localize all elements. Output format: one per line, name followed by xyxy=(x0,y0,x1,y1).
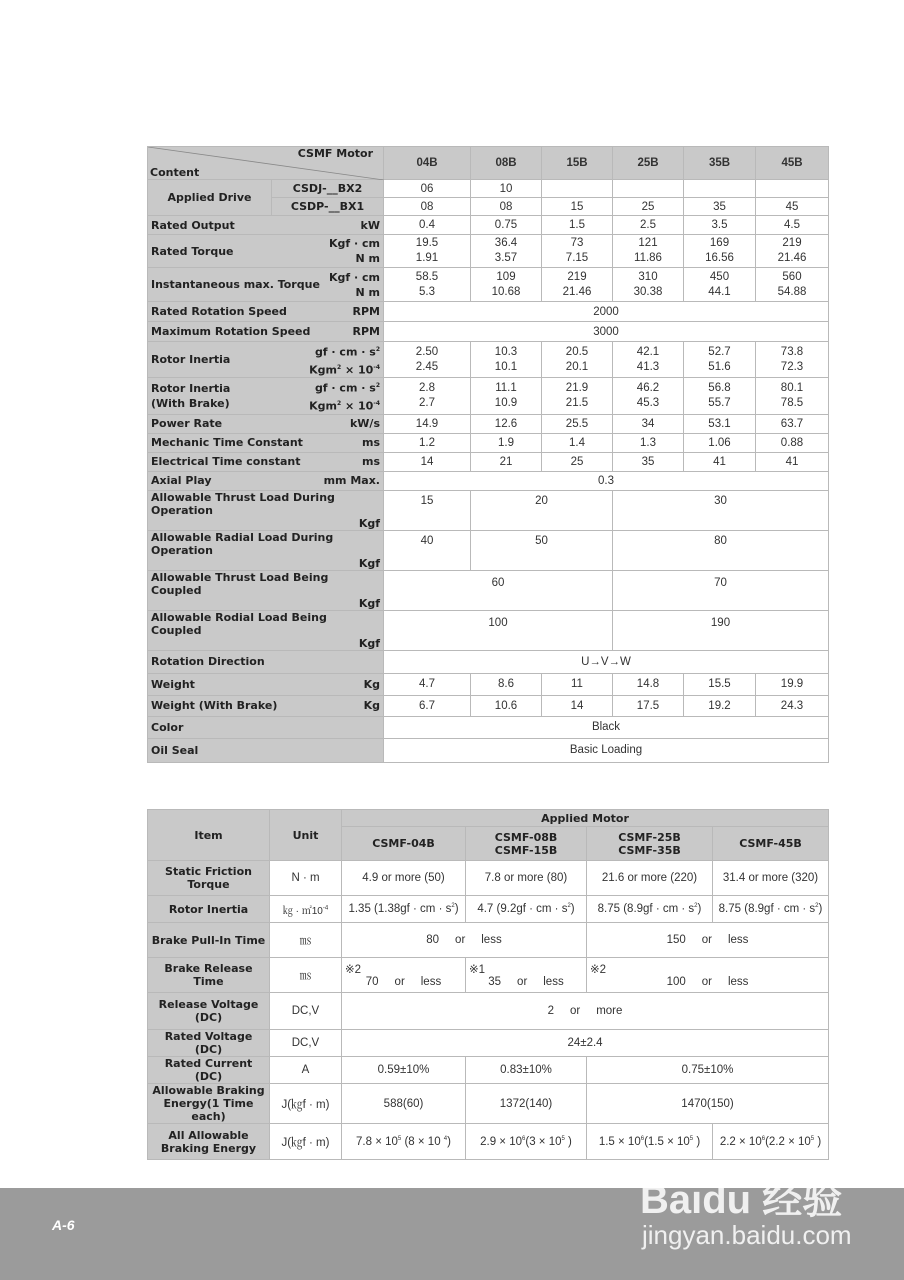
braking-energy-label: Allowable Braking Energy(1 Time each) xyxy=(148,1084,270,1124)
model-header: 35B xyxy=(684,147,756,180)
model-header: 45B xyxy=(756,147,829,180)
spec-cell: 25 xyxy=(613,198,684,216)
spec-cell: 3.5 xyxy=(684,216,756,235)
spec-cell: 80.1 xyxy=(780,381,804,394)
spec-cell: 10.3 xyxy=(494,345,518,358)
mech-time-label: Mechanic Time Constant xyxy=(151,436,303,450)
baidu-watermark: Baidu 经验 xyxy=(640,1178,843,1222)
spec-cell: 41 xyxy=(684,452,756,471)
thrust-op-label: Allowable Thrust Load During Operation xyxy=(151,490,335,517)
note-mark: ※2 xyxy=(345,964,362,976)
spec-cell: 41 xyxy=(756,452,829,471)
spec-cell: 10.68 xyxy=(491,285,521,298)
brake-cell: 8.75 (8.9gf · cm · s xyxy=(597,903,695,915)
release-voltage-label: Release Voltage (DC) xyxy=(148,993,270,1030)
header-diagonal-cell xyxy=(148,147,384,180)
rated-voltage-label: Rated Voltage (DC) xyxy=(148,1030,270,1057)
spec-cell: 2.45 xyxy=(415,360,439,373)
spec-cell: 60 xyxy=(384,570,613,610)
spec-cell: 0.75 xyxy=(471,216,542,235)
inst-torque-unit1: Kgf · cm xyxy=(328,270,380,284)
spec-cell: 36.4 xyxy=(494,237,518,249)
brake-spec-table: Item Unit Applied Motor CSMF-04B CSMF-08B CSMF-15B CSMF-25B CSMF-35B CSMF-45B Static Friction Torque N · m 4.9 or more (50) 7.8 or more (80) 21.6 or more (220) 31.4 or more (320) Rotor Inertia ㎏ · $㎡10^{-4}$ 1.35 (1.38gf · cm · $s^2$) 4.7 (9.2gf · cm · $s^2$) 8.75 (8.9gf · cm · $s^2$) 8.75 (8.9gf · cm · $s^2$) Brake Pull-In Time ㎳ 80 or less 150 or less Brake Release Time ㎳ ※2 70 or less ※1 35 or less ※2 100 or less Release Voltage (DC) DC,V 2 or more Rated Voltage (DC) DC,V 24±2.4 Rated Current (DC) A 0.59±10% 0.83±10% 0.75±10% Allowable Braking Energy(1 Time each) J(㎏f · m) 588(60) 1372(140) 1470(150) All Allowable Braking Energy J(㎏f · m) $7.8 \times 10^5$ (8 × 10 $^4$) $2.9 \times 10^6(3 \times 10^5$ ) $1.5 \times 10^6(1.5 \times 10^5$ ) $2.2 \times 10^6(2.2 \times 10^5$ ) xyxy=(147,809,829,1160)
spec-cell: 0.4 xyxy=(384,216,471,235)
spec-cell: 45.3 xyxy=(636,396,660,409)
axial-play-unit: mm Max. xyxy=(323,474,380,488)
spec-cell: 3.57 xyxy=(494,252,518,264)
spec-cell: 11.86 xyxy=(634,252,662,264)
spec-cell: 24.3 xyxy=(756,695,829,716)
brake-cell: 0.75±10% xyxy=(587,1057,829,1084)
spec-cell: 11.1 xyxy=(495,381,517,394)
spec-cell: 14 xyxy=(384,452,471,471)
weight-label: Weight xyxy=(151,677,195,691)
max-speed-label: Maximum Rotation Speed xyxy=(151,325,311,338)
brake-cell: 0.59±10% xyxy=(342,1057,466,1084)
thrust-cp-label: Allowable Thrust Load Being Coupled xyxy=(151,570,329,597)
rated-torque-label: Rated Torque xyxy=(151,244,234,258)
spec-cell: 46.2 xyxy=(636,381,660,394)
spec-cell: 15 xyxy=(384,490,471,530)
motor-header: CSMF-45B xyxy=(713,827,829,861)
motor-header: CSMF-04B xyxy=(342,827,466,861)
spec-cell: 15 xyxy=(542,198,613,216)
spec-cell: 78.5 xyxy=(780,396,804,409)
release-label: Brake Release Time xyxy=(148,958,270,993)
brake-cell: 35 or less xyxy=(488,976,564,988)
spec-cell: 1.9 xyxy=(471,433,542,452)
rated-speed-value: 2000 xyxy=(384,302,829,322)
spec-cell: 72.3 xyxy=(780,360,804,373)
spec-cell: 25.5 xyxy=(542,414,613,433)
spec-cell: 63.7 xyxy=(756,414,829,433)
spec-cell xyxy=(613,180,684,198)
spec-cell: 2.8 xyxy=(419,381,435,394)
spec-cell: 70 xyxy=(613,570,829,610)
weight-brake-unit: Kg xyxy=(363,699,380,713)
brake-cell: 4.7 (9.2gf · cm · s xyxy=(477,903,568,915)
spec-cell: 190 xyxy=(613,610,829,650)
inst-torque-unit2: N m xyxy=(355,285,380,299)
power-rate-unit: kW/s xyxy=(349,417,380,431)
spec-cell: 1.4 xyxy=(542,433,613,452)
oil-seal-value: Basic Loading xyxy=(384,738,829,762)
weight-brake-label: Weight (With Brake) xyxy=(151,699,278,713)
motor-header: CSMF-25B CSMF-35B xyxy=(587,827,713,861)
brake-cell: 2.2 × 10 xyxy=(719,1135,762,1148)
header-content-label: Content xyxy=(150,166,200,179)
spec-cell: 19.5 xyxy=(415,237,439,249)
baidu-watermark-url: jingyan.baidu.com xyxy=(642,1220,852,1250)
spec-cell: 21.5 xyxy=(565,396,589,409)
spec-cell: 21.9 xyxy=(565,381,589,394)
spec-cell: 45 xyxy=(756,198,829,216)
spec-cell: 560 xyxy=(782,270,802,283)
rotor-inertia-brake-label1: Rotor Inertia xyxy=(151,381,231,395)
radial-cp-unit: Kgf xyxy=(358,636,380,650)
radial-cp-label: Allowable Rodial Load Being Coupled xyxy=(151,610,327,637)
brake-cell: 8.75 (8.9gf · cm · s xyxy=(718,903,816,915)
model-header: 08B xyxy=(471,147,542,180)
spec-cell xyxy=(756,180,829,198)
spec-cell: 30.38 xyxy=(633,285,663,298)
spec-cell: 73 xyxy=(570,237,584,249)
spec-cell: 21 xyxy=(471,452,542,471)
brake-cell: 1470(150) xyxy=(587,1084,829,1124)
spec-cell: 4.5 xyxy=(756,216,829,235)
max-speed-unit: RPM xyxy=(352,325,380,338)
csdp-label: CSDP-__BX1 xyxy=(272,198,384,216)
braking-energy-unit: J(㎏f · m) xyxy=(270,1084,342,1124)
spec-cell: 121 xyxy=(638,237,658,249)
brake-cell: 0.83±10% xyxy=(466,1057,587,1084)
brake-cell: 31.4 or more (320) xyxy=(713,861,829,896)
brake-cell: 588(60) xyxy=(342,1084,466,1124)
spec-cell: 12.6 xyxy=(471,414,542,433)
rated-current-unit: A xyxy=(270,1057,342,1084)
page-number: A-6 xyxy=(52,1217,75,1233)
brake-cell: 70 or less xyxy=(365,976,442,988)
pull-in-unit: ㎳ xyxy=(270,923,342,958)
spec-cell: 53.1 xyxy=(684,414,756,433)
spec-cell: 11 xyxy=(542,673,613,695)
spec-cell: 1.91 xyxy=(415,252,439,264)
spec-cell: 51.6 xyxy=(708,360,731,373)
elec-time-label: Electrical Time constant xyxy=(151,455,301,469)
applied-motor-header: Applied Motor xyxy=(342,810,829,827)
spec-cell: 15.5 xyxy=(684,673,756,695)
spec-cell: 19.9 xyxy=(756,673,829,695)
brake-rotor-inertia-label: Rotor Inertia xyxy=(148,896,270,923)
spec-cell: 109 xyxy=(496,270,516,283)
rated-speed-label: Rated Rotation Speed xyxy=(151,305,287,318)
spec-cell: 14 xyxy=(542,695,613,716)
spec-cell: 58.5 xyxy=(415,270,439,283)
brake-cell: 1372(140) xyxy=(466,1084,587,1124)
radial-op-label: Allowable Radial Load During Operation xyxy=(151,530,334,557)
axial-play-label: Axial Play xyxy=(151,474,212,488)
motor-header: CSMF-08B CSMF-15B xyxy=(466,827,587,861)
spec-cell xyxy=(684,180,756,198)
csdj-label: CSDJ-__BX2 xyxy=(272,180,384,198)
spec-cell: 310 xyxy=(638,270,658,283)
rated-voltage-unit: DC,V xyxy=(270,1030,342,1057)
model-header: 04B xyxy=(384,147,471,180)
pull-in-label: Brake Pull-In Time xyxy=(148,923,270,958)
spec-cell: 54.88 xyxy=(777,285,807,298)
spec-cell: 17.5 xyxy=(613,695,684,716)
spec-cell: 20.5 xyxy=(565,345,589,358)
rated-output-label: Rated Output xyxy=(151,218,235,232)
rotor-inertia-brake-label2: (With Brake) xyxy=(151,396,230,410)
spec-cell: 1.5 xyxy=(542,216,613,235)
spec-cell: 4.7 xyxy=(384,673,471,695)
elec-time-unit: ms xyxy=(361,455,380,469)
oil-seal-label: Oil Seal xyxy=(148,738,384,762)
thrust-cp-unit: Kgf xyxy=(358,596,380,610)
note-mark: ※1 xyxy=(469,964,486,976)
spec-cell: 7.15 xyxy=(565,252,589,264)
weight-unit: Kg xyxy=(363,677,380,691)
spec-cell: 16.56 xyxy=(705,252,734,264)
unit-header: Unit xyxy=(270,810,342,861)
item-header: Item xyxy=(148,810,270,861)
rated-current-label: Rated Current (DC) xyxy=(148,1057,270,1084)
spec-cell: 2.50 xyxy=(415,345,439,358)
spec-cell: 219 xyxy=(782,237,802,249)
spec-cell: 34 xyxy=(613,414,684,433)
brake-rotor-inertia-unit: ㎏ · $㎡10^{-4}$ xyxy=(270,896,342,923)
spec-cell: 44.1 xyxy=(708,285,731,298)
release-voltage-unit: DC,V xyxy=(270,993,342,1030)
spec-cell: 1.2 xyxy=(384,433,471,452)
all-energy-unit: J(㎏f · m) xyxy=(270,1124,342,1160)
applied-drive-label: Applied Drive xyxy=(148,180,272,216)
spec-cell: 2.7 xyxy=(419,396,435,409)
spec-cell: 41.3 xyxy=(636,360,660,373)
rated-output-unit: kW xyxy=(360,218,380,232)
spec-cell: 10.6 xyxy=(471,695,542,716)
brake-cell: 7.8 × 10 xyxy=(356,1135,398,1148)
spec-cell: 21.46 xyxy=(777,252,807,264)
spec-cell: 25 xyxy=(542,452,613,471)
axial-play-value: 0.3 xyxy=(384,471,829,490)
spec-cell: 6.7 xyxy=(384,695,471,716)
brake-cell: 1.35 (1.38gf · cm · s xyxy=(348,903,452,915)
spec-cell: 169 xyxy=(709,237,730,249)
spec-cell: 08 xyxy=(471,198,542,216)
spec-cell: 14.9 xyxy=(384,414,471,433)
spec-cell: 219 xyxy=(567,270,587,283)
brake-cell: 100 or less xyxy=(666,976,749,988)
rated-speed-unit: RPM xyxy=(352,305,380,318)
mech-time-unit: ms xyxy=(361,436,380,450)
note-mark: ※2 xyxy=(590,964,607,976)
inst-torque-label: Instantaneous max. Torque xyxy=(151,278,320,291)
release-unit: ㎳ xyxy=(270,958,342,993)
color-value: Black xyxy=(384,716,829,738)
spec-cell: 06 xyxy=(384,180,471,198)
spec-cell: 73.8 xyxy=(780,345,804,358)
release-voltage-value: 2 or more xyxy=(342,993,829,1030)
spec-cell: 5.3 xyxy=(419,285,435,298)
model-header: 25B xyxy=(613,147,684,180)
brake-cell: 1.5 × 10 xyxy=(598,1135,641,1148)
spec-cell: 21.46 xyxy=(562,285,592,298)
brake-cell: 2.9 × 10 xyxy=(480,1135,523,1148)
brake-cell: 150 or less xyxy=(587,923,829,958)
spec-cell: 35 xyxy=(613,452,684,471)
spec-cell: 100 xyxy=(384,610,613,650)
spec-cell: 10.9 xyxy=(494,396,518,409)
model-header: 15B xyxy=(542,147,613,180)
spec-cell: 10.1 xyxy=(494,360,518,373)
brake-cell: 80 or less xyxy=(342,923,587,958)
spec-cell: 1.06 xyxy=(684,433,756,452)
rotation-dir-label: Rotation Direction xyxy=(148,650,384,673)
rotation-dir-value: U→V→W xyxy=(384,650,829,673)
brake-cell: 4.9 or more (50) xyxy=(342,861,466,896)
spec-cell: 14.8 xyxy=(613,673,684,695)
radial-op-unit: Kgf xyxy=(358,556,380,570)
spec-cell: 50 xyxy=(471,530,613,570)
spec-cell: 40 xyxy=(384,530,471,570)
spec-cell: 80 xyxy=(613,530,829,570)
spec-cell: 35 xyxy=(684,198,756,216)
power-rate-label: Power Rate xyxy=(151,417,223,431)
rated-torque-unit2: N m xyxy=(355,252,380,265)
spec-cell: 0.88 xyxy=(756,433,829,452)
spec-cell: 20 xyxy=(471,490,613,530)
thrust-op-unit: Kgf xyxy=(358,516,380,530)
static-friction-unit: N · m xyxy=(270,861,342,896)
rated-torque-unit1: Kgf · cm xyxy=(328,237,380,250)
spec-cell: 10 xyxy=(471,180,542,198)
all-energy-label: All Allowable Braking Energy xyxy=(148,1124,270,1160)
motor-spec-table: CSMF Motor Content 04B 08B 15B 25B 35B 45B Applied Drive CSDJ-__BX2 06 10 CSDP-__BX1 08 08 15 25 35 45 Rated Output kW 0.4 0.75 1.5 2.5 3.5 4.5 Rated Torque Kgf · cm N m 19.5 1.91 36.4 3.57 73 7.15 121 11.86 169 16.56 219 21.46 Instantaneous max. Torque Kgf · cm N m 58.5 5.3 109 10.68 219 21.46 310 30.38 450 44.1 560 54.88 Rated Rotation Speed RPM 2000 Maximum Rotation Speed RPM 3000 Rotor Inertia gf · cm · $s^2$ $Kgm^2 \times 10^{-4}$ 2.50 2.45 10.3 10.1 20.5 20.1 42.1 41.3 52.7 51.6 73.8 72.3 Rotor Inertia (With Brake) gf · cm · $s^2$ $Kgm^2 \times 10^{-4}$ 2.8 2.7 11.1 10.9 21.9 21.5 46.2 45.3 56.8 55.7 80.1 78.5 Power Rate kW/s 14.9 12.6 25.5 34 53.1 63.7 Mechanic Time Constant ms 1.2 1.9 1.4 1.3 1.06 0.88 Electrical Time constant ms 14 21 25 35 41 41 Axial Play mm Max. 0.3 Allowable Thrust Load During Operation Kgf 15 20 30 Allowable Radial Load During Operation Kgf 40 50 80 Allowable Thrust Load Being Coupled Kgf 60 70 Allowable Rodial Load Being Coupled Kgf 100 190 Rotation Direction U→V→W Weight Kg 4.7 8.6 11 14.8 15.5 19.9 Weight (With Brake) Kg 6.7 10.6 14 17.5 19.2 24.3 Color Black Oil Seal Basic Loading xyxy=(147,146,829,763)
spec-cell: 42.1 xyxy=(636,345,660,358)
max-speed-value: 3000 xyxy=(384,322,829,342)
spec-cell: 19.2 xyxy=(684,695,756,716)
spec-cell: 56.8 xyxy=(708,381,731,394)
rated-voltage-value: 24±2.4 xyxy=(342,1030,829,1057)
spec-cell: 20.1 xyxy=(565,360,589,373)
spec-cell: 450 xyxy=(709,270,730,283)
header-motor-label: CSMF Motor xyxy=(297,147,373,160)
brake-cell: 7.8 or more (80) xyxy=(466,861,587,896)
spec-cell: 2.5 xyxy=(613,216,684,235)
spec-cell: 8.6 xyxy=(471,673,542,695)
static-friction-label: Static Friction Torque xyxy=(148,861,270,896)
spec-cell: 1.3 xyxy=(613,433,684,452)
spec-cell: 08 xyxy=(384,198,471,216)
spec-cell: 52.7 xyxy=(708,345,731,358)
rotor-inertia-label: Rotor Inertia xyxy=(151,353,231,367)
spec-cell xyxy=(542,180,613,198)
brake-cell: 21.6 or more (220) xyxy=(587,861,713,896)
color-label: Color xyxy=(148,716,384,738)
spec-cell: 30 xyxy=(613,490,829,530)
spec-cell: 55.7 xyxy=(708,396,731,409)
